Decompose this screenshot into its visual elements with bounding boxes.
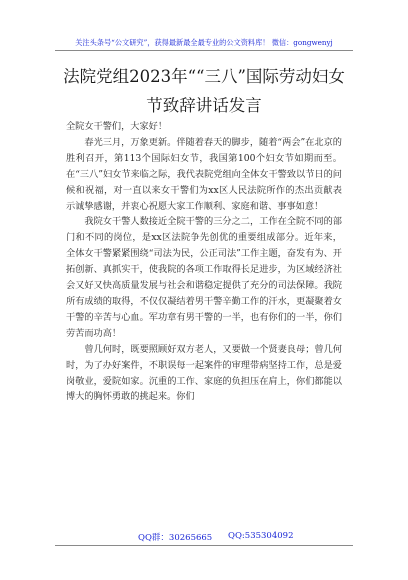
header-divider [55, 50, 353, 51]
body-paragraph: 曾几何时，既要照顾好双方老人，又要做一个贤妻良母；曾几何时，为了办好案件，不职误每一起案件的审理带病坚持工作，总是爱岗敬业，爱院如家。沉重的工作、家庭的负担压在肩上，你们都能以博大的胸怀勇敢的挑起来。你们 [66, 343, 342, 403]
salutation-paragraph: 全院女干警们，大家好！ [66, 121, 168, 132]
header-banner-text: 关注头条号“公文研究”，获得最新最全最专业的公文资料库！ 微信：gongwenyj [75, 38, 333, 47]
document-title-line1: 法院党组2023年““三八”国际劳动妇女 [63, 67, 345, 86]
footer-qq-group: QQ群：30265665 [138, 533, 213, 543]
body-paragraph: 春光三月，万象更新。伴随着春天的脚步，随着“两会”在北京的胜利召开，第113个国际妇女节，我国第100个妇女节如期而至。在“三八”妇女节来临之际，我代表院党组向全体女干警致以节日的问候和祝福，对一直以来女干警们为xx区人民法院所作的杰出贡献表示诚挚感谢，并衷心祝愿大家工作顺利、家庭和谐、事事如意！ [66, 136, 342, 212]
document-title-line2: 节致辞讲话发言 [146, 96, 262, 115]
body-paragraph: 我院女干警人数接近全院干警的三分之二，工作在全院不同的部门和不同的岗位，是xx区法院争先创优的重要组成部分。近年来，全体女干警紧紧围绕“司法为民，公正司法”工作主题，奋发有为、开拓创新、真抓实干，使我院的各项工作取得长足进步，为区域经济社会又好又快高质量发展与社会和谐稳定提供了充分的司法保障。我院所有成绩的取得，不仅仅凝结着男干警辛勤工作的汗水，更凝聚着女干警的辛苦与心血。军功章有男干警的一半，也有你们的一半，你们劳苦而功高！ [66, 216, 342, 339]
header-banner [18, 38, 390, 47]
footer-divider [55, 545, 353, 546]
footer-qq-number: QQ:535304092 [228, 531, 294, 541]
document-body [66, 119, 342, 405]
footer-contact [0, 531, 408, 545]
